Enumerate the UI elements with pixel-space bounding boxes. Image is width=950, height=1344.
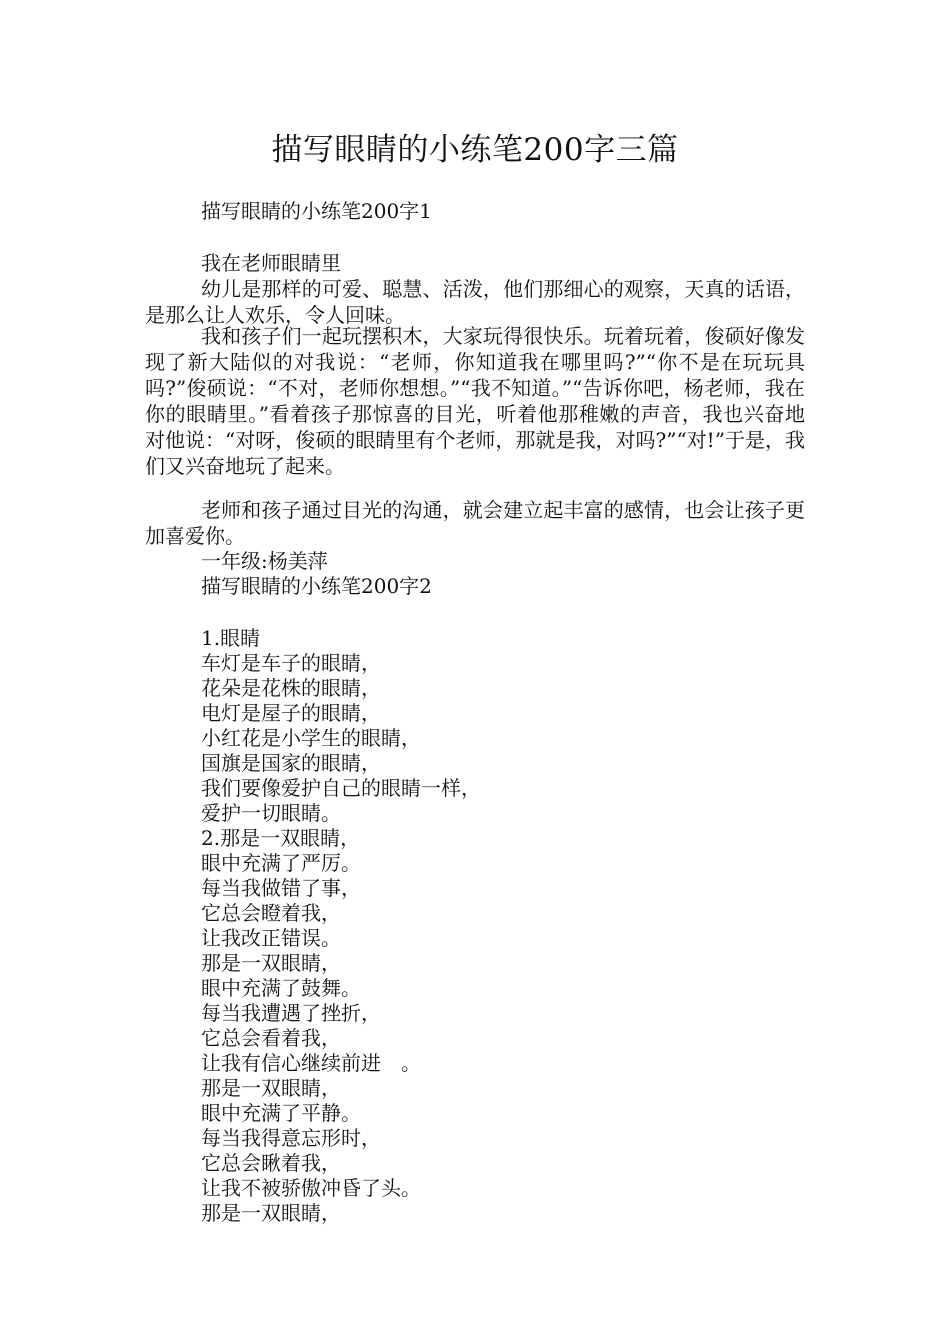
poem-line: 车灯是车子的眼睛， bbox=[201, 651, 381, 675]
poem-line: 1.眼睛 bbox=[201, 626, 261, 650]
author-line: 一年级:杨美萍 bbox=[201, 549, 328, 573]
poem-line: 让我不被骄傲冲昏了头。 bbox=[201, 1176, 421, 1200]
poem-line: 国旗是国家的眼睛， bbox=[201, 751, 381, 775]
poem-line: 眼中充满了严厉。 bbox=[201, 851, 361, 875]
section-heading: 描写眼睛的小练笔200字2 bbox=[201, 574, 432, 598]
poem-line: 眼中充满了平静。 bbox=[201, 1101, 361, 1125]
section-heading: 描写眼睛的小练笔200字1 bbox=[201, 199, 432, 223]
poem-line: 电灯是屋子的眼睛， bbox=[201, 701, 381, 725]
poem-line: 那是一双眼睛， bbox=[201, 1201, 341, 1225]
poem-line: 每当我遭遇了挫折， bbox=[201, 1001, 381, 1025]
poem-line: 那是一双眼睛， bbox=[201, 951, 341, 975]
poem-line: 每当我得意忘形时， bbox=[201, 1126, 381, 1150]
paragraph: 老师和孩子通过目光的沟通，就会建立起丰富的感情，也会让孩子更加喜爱你。 bbox=[145, 498, 805, 548]
document-title: 描写眼睛的小练笔200字三篇 bbox=[271, 132, 679, 168]
poem-line: 它总会瞪着我， bbox=[201, 901, 341, 925]
story-title: 我在老师眼睛里 bbox=[201, 251, 341, 275]
poem-line: 小红花是小学生的眼睛， bbox=[201, 726, 421, 750]
poem-line: 我们要像爱护自己的眼睛一样， bbox=[201, 776, 481, 800]
poem-line: 那是一双眼睛， bbox=[201, 1076, 341, 1100]
poem-line: 花朵是花株的眼睛， bbox=[201, 676, 381, 700]
poem-line: 2.那是一双眼睛， bbox=[201, 826, 361, 850]
poem-line: 爱护一切眼睛。 bbox=[201, 801, 341, 825]
poem-line: 每当我做错了事， bbox=[201, 876, 361, 900]
poem-line: 它总会看着我， bbox=[201, 1026, 341, 1050]
poem-line: 眼中充满了鼓舞。 bbox=[201, 976, 361, 1000]
poem-line: 让我有信心继续前进 。 bbox=[201, 1051, 421, 1075]
paragraph: 幼儿是那样的可爱、聪慧、活泼，他们那细心的观察，天真的话语，是那么让人欢乐，令人回味。 bbox=[145, 277, 805, 327]
poem-line: 它总会瞅着我， bbox=[201, 1151, 341, 1175]
poem-line: 让我改正错误。 bbox=[201, 926, 341, 950]
paragraph: 我和孩子们一起玩摆积木，大家玩得很快乐。玩着玩着，俊硕好像发现了新大陆似的对我说：“老师，你知道我在哪里吗?”“你不是在玩玩具吗?”俊硕说：“不对，老师你想想。”“我不知道。”“告诉你吧，杨老师，我在你的眼睛里。”看着孩子那惊喜的目光，听着他那稚嫩的声音，我也兴奋地对他说：“对呀，俊硕的眼睛里有个老师，那就是我，对吗?”“对!”于是，我们又兴奋地玩了起来。 bbox=[145, 324, 805, 478]
